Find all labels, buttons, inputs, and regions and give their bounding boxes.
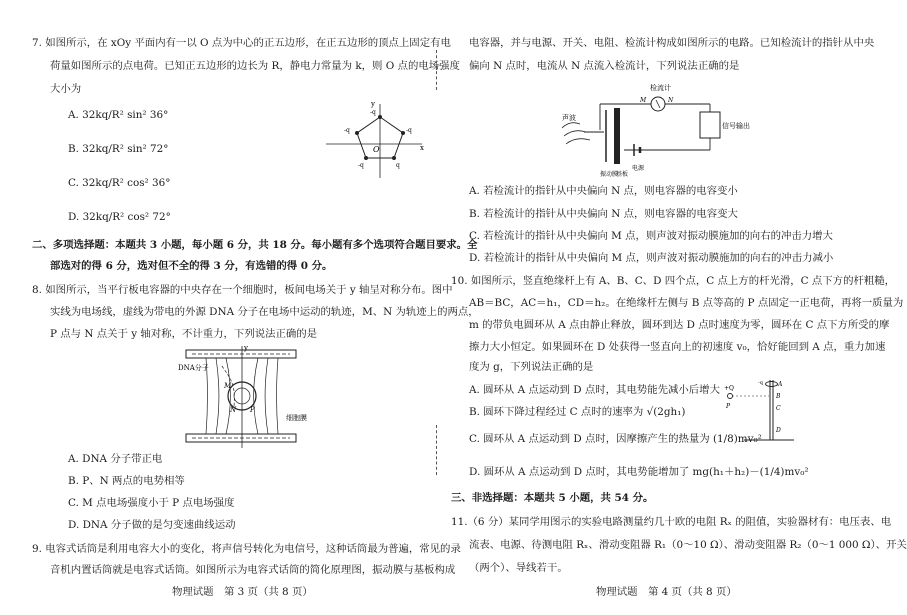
- q9-line2: 音机内置话筒就是电容式话筒。如图所示为电容式话筒的简化原理图，振动膜与基板构成: [50, 564, 456, 576]
- q10-option-c: C. 圆环从 A 点运动到 D 点时，因摩擦产生的热量为 (1/8)mv₀²: [469, 433, 762, 445]
- q7-option-d: D. 32kq/R² cos² 72°: [68, 211, 171, 223]
- fig10-label-c: C: [776, 405, 781, 412]
- q8-option-d: D. DNA 分子做的是匀变速曲线运动: [68, 519, 236, 531]
- q7-line3: 大小为: [50, 83, 82, 95]
- q10-line2: AB＝BC，AC＝h₁，CD＝h₂。在绝缘杆左侧与 B 点等高的 P 点固定一正电荷，再将一质量为: [469, 297, 904, 309]
- fig7-label-x: x: [420, 144, 424, 152]
- fig10-label-p: P: [726, 403, 731, 410]
- q7-line2: 荷量如图所示的点电荷。已知正五边形的边长为 R，静电力常量为 k，则 O 点的电场强度: [50, 60, 460, 72]
- q11-line2: 流表、电源、待测电阻 Rₓ、滑动变阻器 R₁（0～10 Ω）、滑动变阻器 R₂（0～1 000 Ω）、开关: [469, 539, 907, 551]
- page4-footer: 物理试题 第 4 页（共 8 页）: [596, 586, 737, 598]
- fig7-label-o: O: [373, 145, 380, 154]
- page-divider-1: [436, 50, 437, 90]
- fig10-label-b: B: [776, 393, 781, 400]
- fig7-q-bottom-left: -q: [358, 162, 364, 169]
- q9-cont-line1: 电容器，并与电源、开关、电阻、检流计构成如图所示的电路。已知检流计的指针从中央: [469, 37, 875, 49]
- q10-line1: 10. 如图所示，竖直绝缘杆上有 A、B、C、D 四个点，C 点上方的杆光滑，C 点下方的杆粗糙，: [451, 275, 896, 287]
- section2-line2: 部选对的得 6 分，选对但不全的得 3 分，有选错的得 0 分。: [50, 260, 333, 272]
- fig8-label-y: y: [244, 344, 248, 352]
- q8-option-a: A. DNA 分子带正电: [68, 453, 163, 465]
- capacitor-cell-figure: [176, 344, 316, 450]
- fig9-label-signal-out: 信号输出: [722, 122, 750, 130]
- fig8-label-p: P: [250, 406, 255, 414]
- q9-cont-line2: 偏向 N 点时，电流从 N 点流入检流计，下列说法正确的是: [469, 60, 740, 72]
- fig9-label-galvanometer: 检流计: [650, 84, 671, 92]
- q7-option-a: A. 32kq/R² sin² 36°: [68, 109, 169, 121]
- fig7-q-left: -q: [344, 127, 350, 134]
- fig8-label-m: M: [224, 382, 232, 390]
- fig7-q-bottom-right: q: [396, 162, 400, 169]
- q9-option-a: A. 若检流计的指针从中央偏向 N 点，则电容器的电容变小: [469, 185, 738, 197]
- rod-ring-figure: [724, 378, 794, 442]
- q8-line3: P 点与 N 点关于 y 轴对称，不计重力，下列说法正确的是: [50, 328, 318, 340]
- q11-line3: （两个）、导线若干。: [469, 562, 568, 574]
- page3-footer: 物理试题 第 3 页（共 8 页）: [172, 586, 313, 598]
- fig9-label-plate: 基板: [616, 171, 629, 178]
- fig7-q-right: -q: [406, 127, 412, 134]
- fig9-label-source: 电源: [632, 165, 645, 172]
- fig9-label-m: M: [640, 97, 647, 104]
- q9-option-c: C. 若检流计的指针从中央偏向 M 点，则声波对振动膜施加的向右的冲击力增大: [469, 230, 833, 242]
- q8-line2: 实线为电场线，虚线为带电的外源 DNA 分子在电场中运动的轨迹，M、N 为轨迹上的两点，: [50, 306, 479, 318]
- q10-option-a: A. 圆环从 A 点运动到 D 点时，其电势能先减小后增大: [469, 384, 720, 396]
- q10-line5: 度为 g，下列说法正确的是: [469, 361, 594, 373]
- section3-heading: 三、非选择题：本题共 5 小题，共 54 分。: [451, 492, 654, 504]
- q7-line1: 7. 如图所示，在 xOy 平面内有一以 O 点为中心的正五边形，在正五边形的顶点上固定有电: [32, 37, 451, 49]
- fig8-label-cell: 细胞膜: [286, 414, 307, 422]
- fig7-label-y: y: [371, 100, 375, 108]
- page-divider-2: [436, 425, 437, 475]
- q11-line1: 11.（6 分）某同学用图示的实验电路测量约几十欧的电阻 Rₓ 的阻值，实验器材有：电压表、电: [451, 516, 892, 528]
- fig9-label-film: 振动膜: [600, 171, 619, 178]
- section2-line1: 二、多项选择题：本题共 3 小题，每小题 6 分，共 18 分。每小题有多个选项符合题目要求。全: [32, 239, 478, 251]
- q8-option-b: B. P、N 两点的电势相等: [68, 475, 185, 487]
- fig7-q-top: -q: [370, 109, 376, 116]
- fig10-label-d: D: [776, 427, 781, 434]
- q10-line3: m 的带负电圆环从 A 点由静止释放，圆环到达 D 点时速度为零，圆环在 C 点下方所受的摩: [469, 319, 890, 331]
- fig9-label-n: N: [668, 97, 674, 104]
- fig8-label-n: N: [230, 406, 237, 414]
- q8-option-c: C. M 点电场强度小于 P 点电场强度: [68, 497, 235, 509]
- q9-option-d: D. 若检流计的指针从中央偏向 M 点，则声波对振动膜施加的向右的冲击力减小: [469, 252, 834, 264]
- q9-option-b: B. 若检流计的指针从中央偏向 N 点，则电容器的电容变大: [469, 208, 738, 220]
- fig10-label-minus-q: -q: [758, 380, 763, 386]
- fig9-label-sound: 声波: [562, 114, 576, 122]
- q9-line1: 9. 电容式话筒是利用电容大小的变化，将声信号转化为电信号，这种话筒最为普遍，常见的录: [32, 543, 461, 555]
- q7-option-b: B. 32kq/R² sin² 72°: [68, 143, 169, 155]
- fig10-label-q: +Q: [724, 385, 734, 392]
- q10-option-d: D. 圆环从 A 点运动到 D 点时，其电势能增加了 mg(h₁＋h₂)－(1/4)mv₀²: [469, 466, 809, 478]
- microphone-circuit-figure: [560, 80, 750, 180]
- fig8-label-dna: DNA分子: [178, 364, 209, 372]
- q10-line4: 擦力大小恒定。如果圆环在 D 处获得一竖直向上的初速度 v₀，恰好能回到 A 点，重力加速: [469, 341, 886, 353]
- q10-option-b: B. 圆环下降过程经过 C 点时的速率为 √(2gh₁): [469, 406, 686, 418]
- fig10-label-a: A: [778, 381, 783, 388]
- pentagon-figure: [318, 98, 428, 180]
- q7-option-c: C. 32kq/R² cos² 36°: [68, 177, 171, 189]
- q8-line1: 8. 如图所示，当平行板电容器的中央存在一个细胞时，板间电场关于 y 轴呈对称分布。图中: [32, 284, 453, 296]
